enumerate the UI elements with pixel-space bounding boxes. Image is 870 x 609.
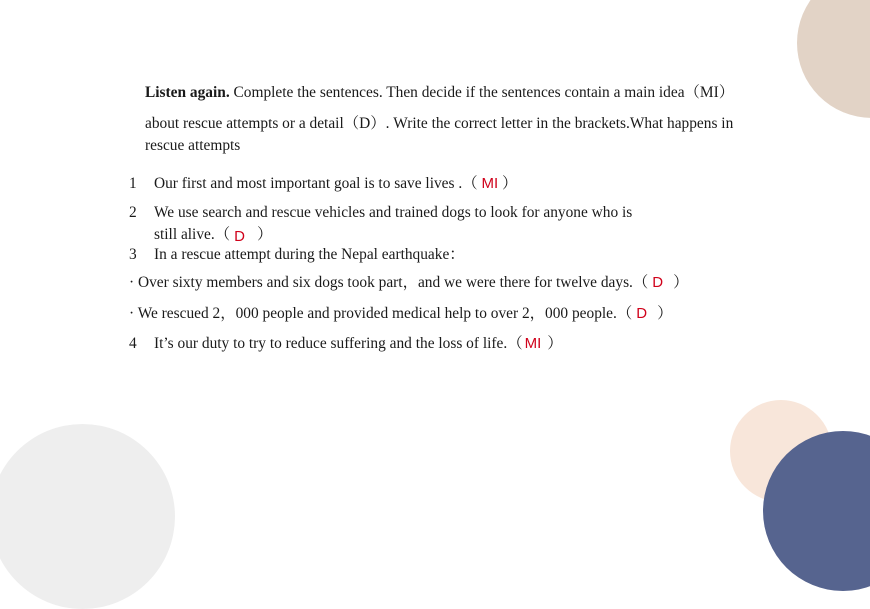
item-number-4: 4	[129, 335, 137, 352]
answer-5: MI	[524, 335, 542, 352]
instruction-line-1	[145, 83, 805, 103]
instruction-line-3: rescue attempts	[145, 137, 241, 154]
item-1-text: Our first and most important goal is to save lives .（	[154, 175, 478, 192]
item-3: In a rescue attempt during the Nepal earthquake：	[154, 246, 465, 263]
answer-4: D	[636, 305, 648, 322]
item-number-2: 2	[129, 204, 137, 221]
item-2-line-2	[154, 225, 272, 245]
instruction-line-2: about rescue attempts or a detail（D）. Write the correct letter in the brackets.What happens in	[145, 115, 734, 132]
bullet-2-text: · We rescued 2，000 people and provided medical help to over 2，000 people.（	[129, 305, 633, 322]
item-number-1: 1	[129, 175, 137, 192]
item-number-3: 3	[129, 246, 137, 263]
bullet-2	[129, 304, 672, 324]
bullet-1	[129, 273, 689, 293]
instruction-text: Complete the sentences. Then decide if the sentences contain a main idea（MI）	[229, 84, 735, 101]
item-1	[154, 174, 517, 194]
bracket-close: ）	[657, 305, 673, 322]
item-2-text: still alive.（	[154, 226, 231, 243]
bullet-1-text: · Over sixty members and six dogs took part，and we were there for twelve days.（	[129, 274, 649, 291]
item-4	[154, 334, 563, 354]
bracket-close: ）	[547, 335, 563, 352]
bracket-close: ）	[501, 175, 518, 192]
answer-1: MI	[481, 175, 499, 192]
item-4-text: It’s our duty to try to reduce suffering and the loss of life.（	[154, 335, 523, 352]
bracket-close: ）	[256, 226, 273, 243]
answer-2: D	[234, 228, 245, 245]
answer-3: D	[652, 274, 664, 291]
instruction-bold-lead: Listen again.	[145, 84, 230, 101]
bracket-close: ）	[673, 274, 689, 291]
item-2-line-1: We use search and rescue vehicles and trained dogs to look for anyone who is	[154, 204, 633, 221]
